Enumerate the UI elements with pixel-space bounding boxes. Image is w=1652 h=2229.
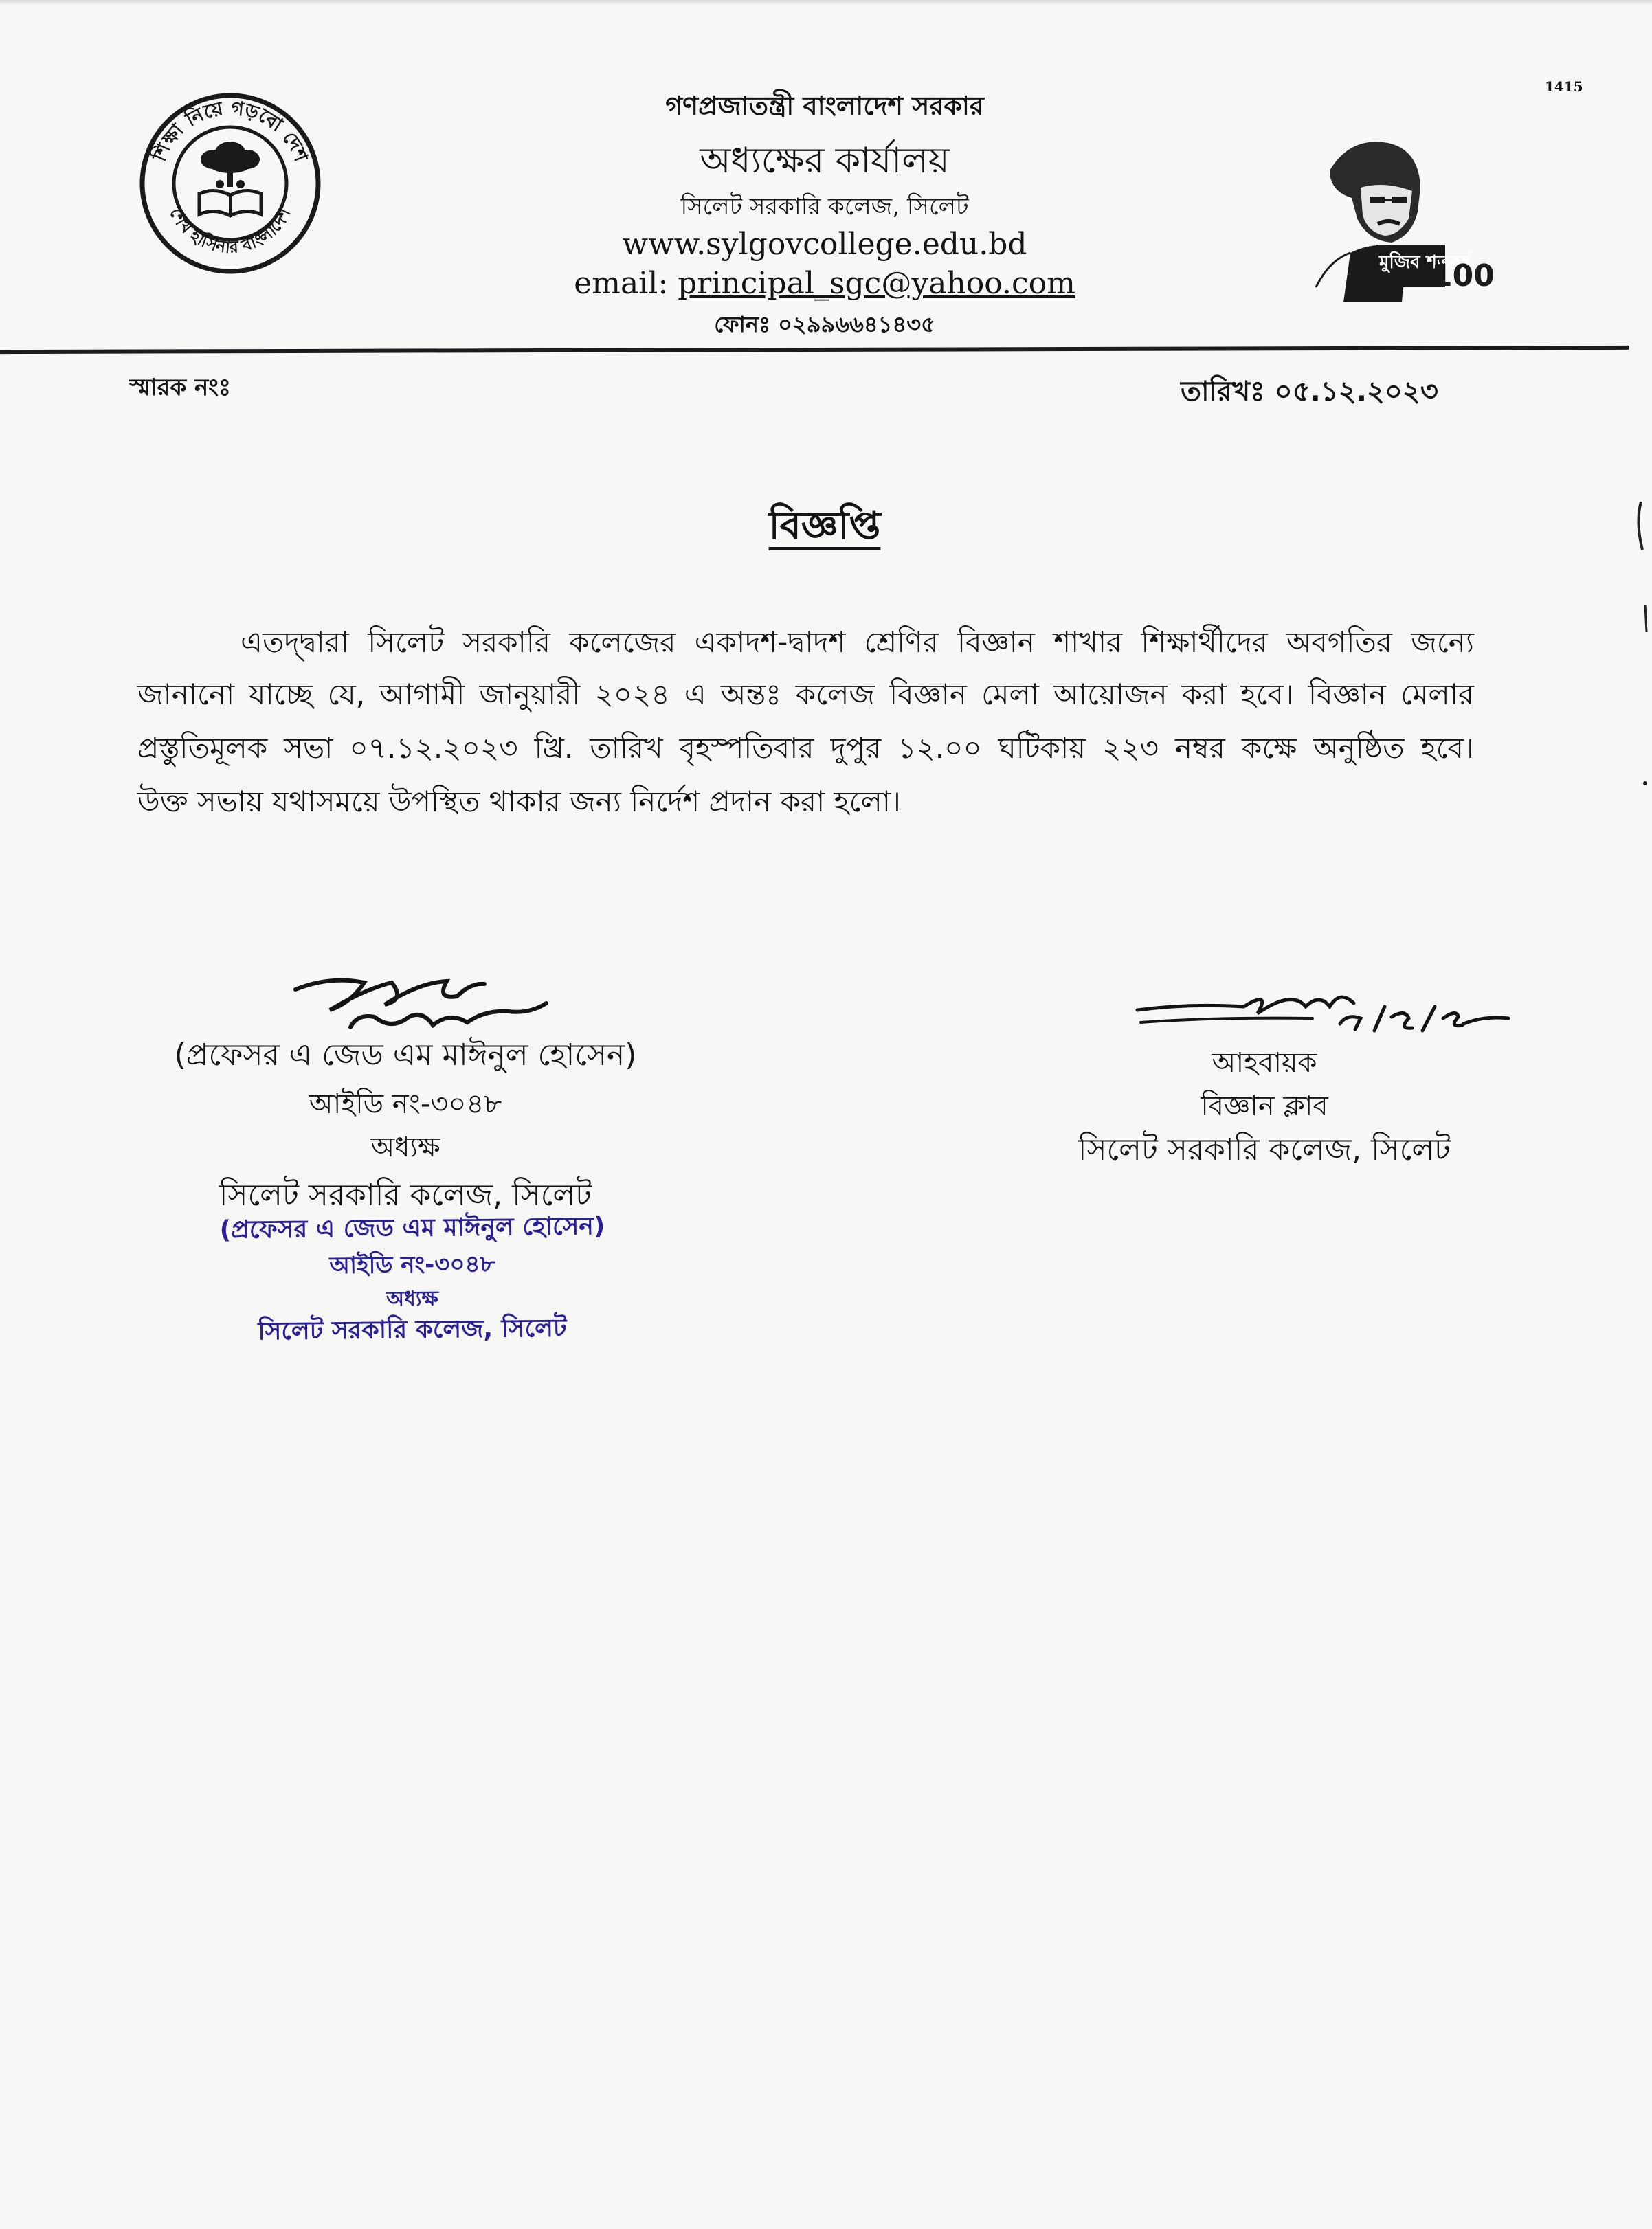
- memo-date: তারিখঃ ০৫.১২.২০২৩: [1181, 376, 1438, 407]
- phone-number: ফোনঃ ০২৯৯৬৬৪১৪৩৫: [714, 311, 935, 337]
- stamp-institution: সিলেট সরকারি কলেজ, সিলেট: [258, 1314, 567, 1346]
- seal-text-top: শিক্ষা নিয়ে গড়বো দেশ: [148, 96, 313, 165]
- stamp-role: অধ্যক্ষ: [386, 1286, 439, 1312]
- page-top-edge: [0, 0, 1652, 5]
- convener-institution: সিলেট সরকারি কলেজ, সিলেট: [1078, 1132, 1451, 1167]
- header-divider: [0, 346, 1629, 354]
- email-label: email:: [574, 266, 678, 301]
- college-seal-icon: [137, 91, 323, 276]
- stamp-id: আইডি নং-৩০৪৮: [329, 1250, 495, 1280]
- website: www.sylgovcollege.edu.bd: [622, 227, 1027, 262]
- principal-name: (প্রফেসর এ জেড এম মাঈনুল হোসেন): [174, 1038, 637, 1073]
- notice-line-3: প্রস্তুতিমূলক সভা ০৭.১২.২০২৩ খ্রি. তারিখ বৃহস্পতিবার দুপুর ১২.০০ ঘটিকায় ২২৩ নম্বর কক্ষে অনুষ্ঠিত হবে।: [137, 731, 1474, 765]
- badge-text: মুজিব শতবর্ষ: [1379, 252, 1471, 273]
- notice-line-4: উক্ত সভায় যথাসময়ে উপস্থিত থাকার জন্য নির্দেশ প্রদান করা হলো।: [137, 785, 901, 818]
- club-name: বিজ্ঞান ক্লাব: [1201, 1090, 1328, 1122]
- convener-role: আহবায়ক: [1212, 1047, 1317, 1079]
- email-address: principal_sgc@yahoo.com: [678, 266, 1075, 301]
- notice-line-2: জানানো যাচ্ছে যে, আগামী জানুয়ারী ২০২৪ এ অন্তঃ কলেজ বিজ্ঞান মেলা আয়োজন করা হবে। বিজ্ঞান মেলার: [137, 677, 1474, 711]
- principal-id: আইডি নং-৩০৪৮: [309, 1088, 502, 1120]
- principal-role: অধ্যক্ষ: [370, 1132, 440, 1163]
- badge-number: 100: [1431, 258, 1495, 293]
- principal-institution: সিলেট সরকারি কলেজ, সিলেট: [219, 1178, 592, 1213]
- notice-title: বিজ্ঞপ্তি: [768, 504, 881, 548]
- page-number: 1415: [1545, 78, 1583, 95]
- notice-line-1: এতদ্দ্বারা সিলেট সরকারি কলেজের একাদশ-দ্বাদশ শ্রেণির বিজ্ঞান শাখার শিক্ষার্থীদের অবগতির জন্যে: [241, 625, 1474, 659]
- email-line: [481, 266, 1168, 301]
- memo-ref-label: স্মারক নংঃ: [129, 374, 232, 401]
- government-name: গণপ্রজাতন্ত্রী বাংলাদেশ সরকার: [665, 91, 984, 121]
- college-name: সিলেট সরকারি কলেজ, সিলেট: [680, 193, 969, 221]
- scan-edge-marks: [1636, 495, 1652, 797]
- stamp-name: (প্রফেসর এ জেড এম মাঈনুল হোসেন): [219, 1212, 605, 1244]
- mujib-portrait-icon: [1302, 122, 1495, 302]
- office-name: অধ্যক্ষের কার্যালয়: [700, 140, 950, 181]
- seal-text-bottom: শেখ হাসিনার বাংলাদেশ: [165, 204, 295, 258]
